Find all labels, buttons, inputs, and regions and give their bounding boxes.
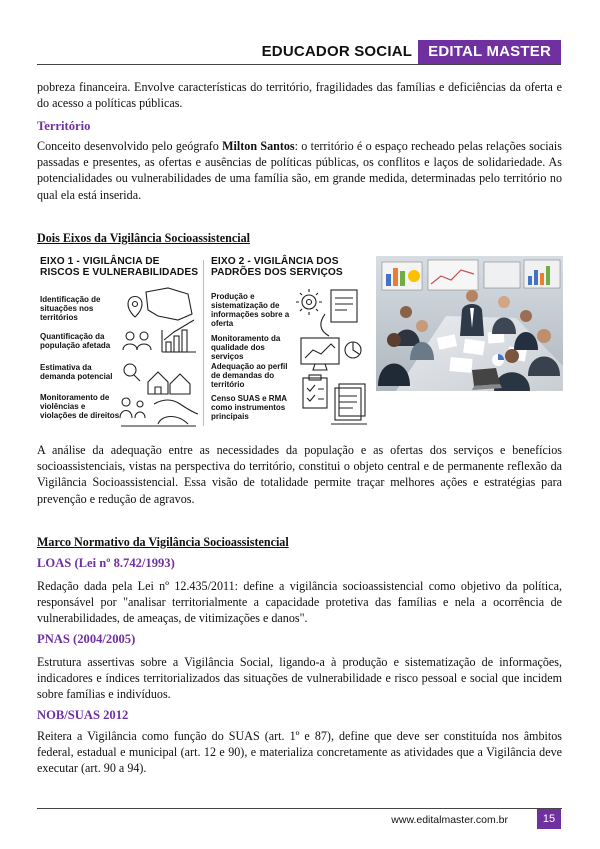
header-brand: EDITAL MASTER bbox=[418, 40, 561, 64]
infographic-divider bbox=[203, 260, 204, 426]
page-number: 15 bbox=[537, 809, 561, 829]
nob-heading: NOB/SUAS 2012 bbox=[37, 708, 129, 722]
pnas-heading: PNAS (2004/2005) bbox=[37, 632, 136, 646]
eixo2-title: EIXO 2 - VIGILÂNCIA DOS PADRÕES DOS SERVIÇOS bbox=[211, 256, 343, 278]
eixo1-sketch-icons bbox=[118, 284, 200, 430]
footer-url[interactable]: www.editalmaster.com.br bbox=[391, 814, 508, 826]
intro-paragraph: pobreza financeira. Envolve características do território, fragilidades das famílias e deficiências da oferta e do acesso a políticas públicas. bbox=[37, 80, 562, 111]
eixo2-sketch-icons bbox=[295, 284, 371, 430]
dois-eixos-heading: Dois Eixos da Vigilância Socioassistencial bbox=[37, 231, 251, 245]
loas-heading: LOAS (Lei nº 8.742/1993) bbox=[37, 556, 175, 570]
eixo2-item: Monitoramento da qualidade dos serviços bbox=[211, 334, 281, 361]
eixo1-item: Monitoramento de violências e violações de direitos bbox=[40, 393, 120, 420]
footer-divider bbox=[37, 808, 562, 809]
territorio-paragraph: Conceito desenvolvido pelo geógrafo Milton Santos: o território é o espaço recheado pelas relações sociais passadas e presentes, as ofertas e ausências de políticas públicas, os conflitos e laços de solidariedade. As potencialidades ou vulnerabilidades de uma família são, em grande medida, determinadas pelo território no qual ela está inserida. bbox=[37, 139, 562, 202]
pnas-paragraph: Estrutura assertivas sobre a Vigilância Social, ligando-a à produção e sistematização de informações, indicadores e índices territorializados das situações de vulnerabilidade e risco pessoal e social que incidem sobre famílias e indivíduos. bbox=[37, 655, 562, 702]
eixo2-item: Produção e sistematização de informações sobre a oferta bbox=[211, 292, 290, 328]
eixo1-title: EIXO 1 - VIGILÂNCIA DE RISCOS E VULNERABILIDADES bbox=[40, 256, 199, 278]
territorio-author: Milton Santos bbox=[222, 139, 295, 153]
meeting-photo bbox=[376, 256, 563, 391]
eixo1-column bbox=[40, 256, 200, 420]
loas-paragraph: Redação dada pela Lei nº 12.435/2011: define a vigilância socioassistencial como objetivo da política, responsável por "analisar territorialmente a capacidade protetiva das famílias e nela a ocorrência de vulnerabilidades, de ameaças, de vitimizações e danos". bbox=[37, 579, 562, 626]
eixo2-item: Adequação ao perfil de demandas do território bbox=[211, 362, 288, 389]
marco-heading: Marco Normativo da Vigilância Socioassistencial bbox=[37, 535, 289, 549]
eixo1-item: Estimativa da demanda potencial bbox=[40, 363, 113, 381]
nob-paragraph: Reitera a Vigilância como função do SUAS (art. 1º e 87), define que deve ser constituída nos âmbitos federal, estadual e municipal (art. 12 e 90), e materializa concretamente as atividades que a Vigilância deve executar (art. 90 a 94). bbox=[37, 729, 562, 776]
page-header bbox=[256, 40, 561, 64]
eixo2-item: Censo SUAS e RMA como instrumentos principais bbox=[211, 394, 287, 421]
header-divider bbox=[37, 64, 561, 65]
dois-eixos-paragraph: A análise da adequação entre as necessidades da população e as ofertas dos serviços e benefícios socioassistenciais, vistas na perspectiva do território, constitui o objeto central e de permanente reflexão da Vigilância Socioassistencial. Essa visão de totalidade permite traçar melhores ações e estratégias para prevenção e redução de agravos. bbox=[37, 443, 562, 506]
territorio-heading: Território bbox=[37, 119, 91, 133]
eixo1-item: Quantificação da população afetada bbox=[40, 332, 111, 350]
eixos-infographic bbox=[37, 256, 370, 432]
header-course-title: EDUCADOR SOCIAL bbox=[261, 43, 413, 60]
eixo1-item: Identificação de situações nos territórios bbox=[40, 295, 101, 322]
eixo2-column bbox=[211, 256, 371, 421]
